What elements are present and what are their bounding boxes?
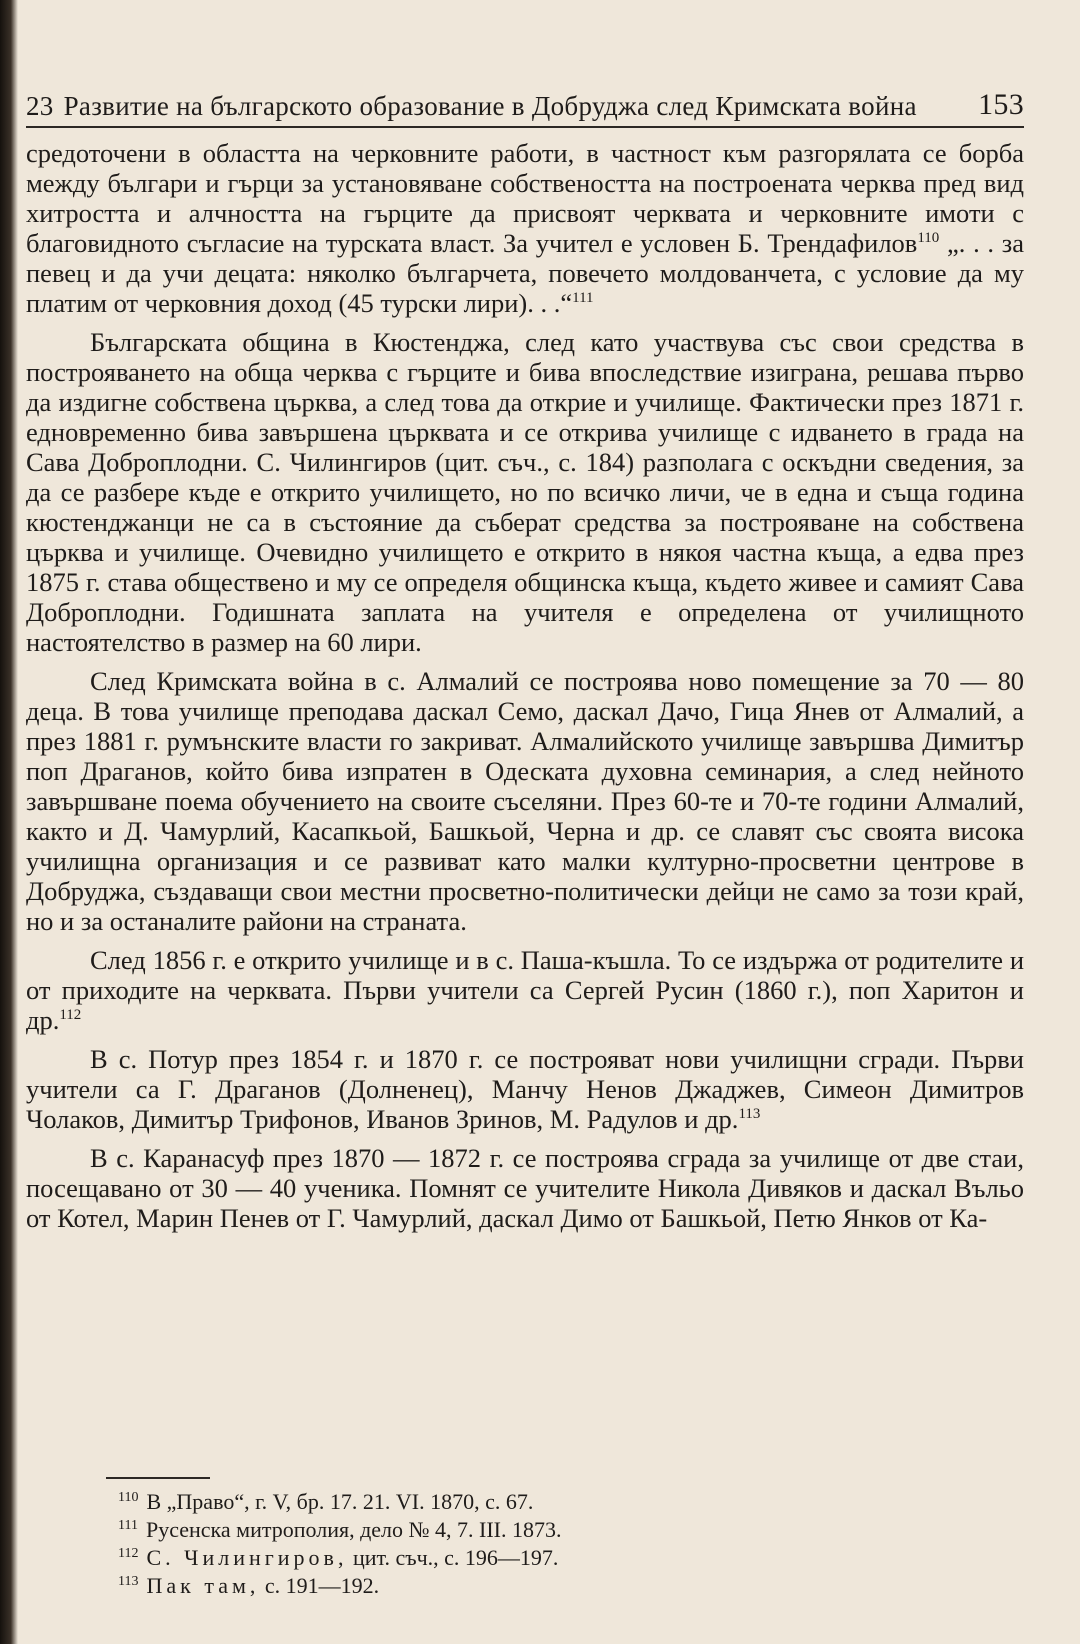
footnote-112: $^{112}$ С. Чилингиров, цит. съч., с. 196—197. xyxy=(118,1545,559,1570)
running-header xyxy=(26,78,1024,128)
body-text xyxy=(26,138,1024,1242)
footnote-110: $^{110}$ В „Право“, г. V, бр. 17. 21. VI. 1870, с. 67. xyxy=(118,1489,534,1514)
paragraph-2: Българската община в Кюстенджа, след като участвува със свои средства в построяването на обща черква с гърците и бива впоследствие изиграна, решава първо да издигне собствена църква, а след това да открие и училище. Фактически през 1871 г. едновременно бива завършена църквата и се открива училище с идването в града на Сава Доброплодни. С. Чилингиров (цит. съч., с. 184) разполага с оскъдни сведения, за да се разбере къде е открито училището, но по всичко личи, че в една и съща година кюстенджанци не са в състояние да съберат средства за построяване на собствена църква и училище. Очевидно училището е открито в някоя частна къща, а едва през 1875 г. става обществено и му се определя общинска къща, където живее и самият Сава Доброплодни. Годишната заплата на учителя е определена от училищното настоятелство в размер на 60 лири. xyxy=(26,327,1024,657)
page-number: 153 xyxy=(978,88,1024,121)
footnotes xyxy=(118,1488,818,1600)
paragraph-4: След 1856 г. е открито училище и в с. Паша-къшла. То се издържа от родителите и от приходите на черквата. Първи учители са Сергей Русин (1860 г.), поп Харитон и др.$^{112}$ xyxy=(26,945,1024,1035)
footnote-ref-112: 112 xyxy=(59,1007,82,1024)
footnote-ref-111: 111 xyxy=(572,290,594,307)
paragraph-3: След Кримската война в с. Алмалий се построява ново помещение за 70 — 80 деца. В това училище преподава даскал Семо, даскал Дачо, Гица Янев от Алмалий, а през 1881 г. румънските власти го закриват. Алмалийското училище завършва Димитър поп Драганов, който бива изпратен в Одеската духовна семинария, а след нейното завършване поема обучението на своите съселяни. През 60-те и 70-те години Алмалий, както и Д. Чамурлий, Касапкьой, Башкьой, Черна и др. се славят със своята висока училищна организация и се развиват като малки културно-просветни центрове в Добруджа, създаващи свои местни просветно-политически дейци не само за този край, но и за останалите райони на страната. xyxy=(26,666,1024,936)
paragraph-5: В с. Потур през 1854 г. и 1870 г. се построяват нови училищни сгради. Първи учители са Г. Драганов (Долненец), Манчу Ненов Джаджев, Симеон Димитров Чолаков, Димитър Трифонов, Иванов Зринов, М. Радулов и др.$^{113}$ xyxy=(26,1044,1024,1134)
footnote-divider xyxy=(106,1477,210,1479)
footnote-113: $^{113}$ Пак там, с. 191—192. xyxy=(118,1573,380,1598)
chapter-number: 23 xyxy=(26,91,54,121)
footnote-ref-110: 110 xyxy=(917,230,940,247)
footnote-ref-113: 113 xyxy=(738,1106,761,1123)
book-spine-shadow xyxy=(0,0,18,1644)
footnote-111: $^{111}$ Русенска митрополия, дело № 4, 7. III. 1873. xyxy=(118,1517,562,1542)
paragraph-1: средоточени в областта на черковните работи, в частност към разгорялата се борба между българи и гърци за установяване собствеността на построената черква пред вид хитростта и алчността на гърците да присвоят черквата и черковните имоти с благовидното съгласие на турската власт. За учител е условен Б. Трендафилов$^{110}$ „. . . за певец и да учи децата: няколко българчета, повечето молдованчета, с условие да му платим от черковния доход (45 турски лири). . .“$^{111}$ xyxy=(26,138,1024,318)
running-title: Развитие на българското образование в Добруджа след Кримската война xyxy=(63,91,917,121)
paragraph-6: В с. Каранасуф през 1870 — 1872 г. се построява сграда за училище от две стаи, посещавано от 30 — 40 ученика. Помнят се учителите Никола Дивяков и даскал Въльо от Котел, Марин Пенев от Г. Чамурлий, даскал Димо от Башкьой, Петю Янков от Ка- xyxy=(26,1143,1024,1233)
